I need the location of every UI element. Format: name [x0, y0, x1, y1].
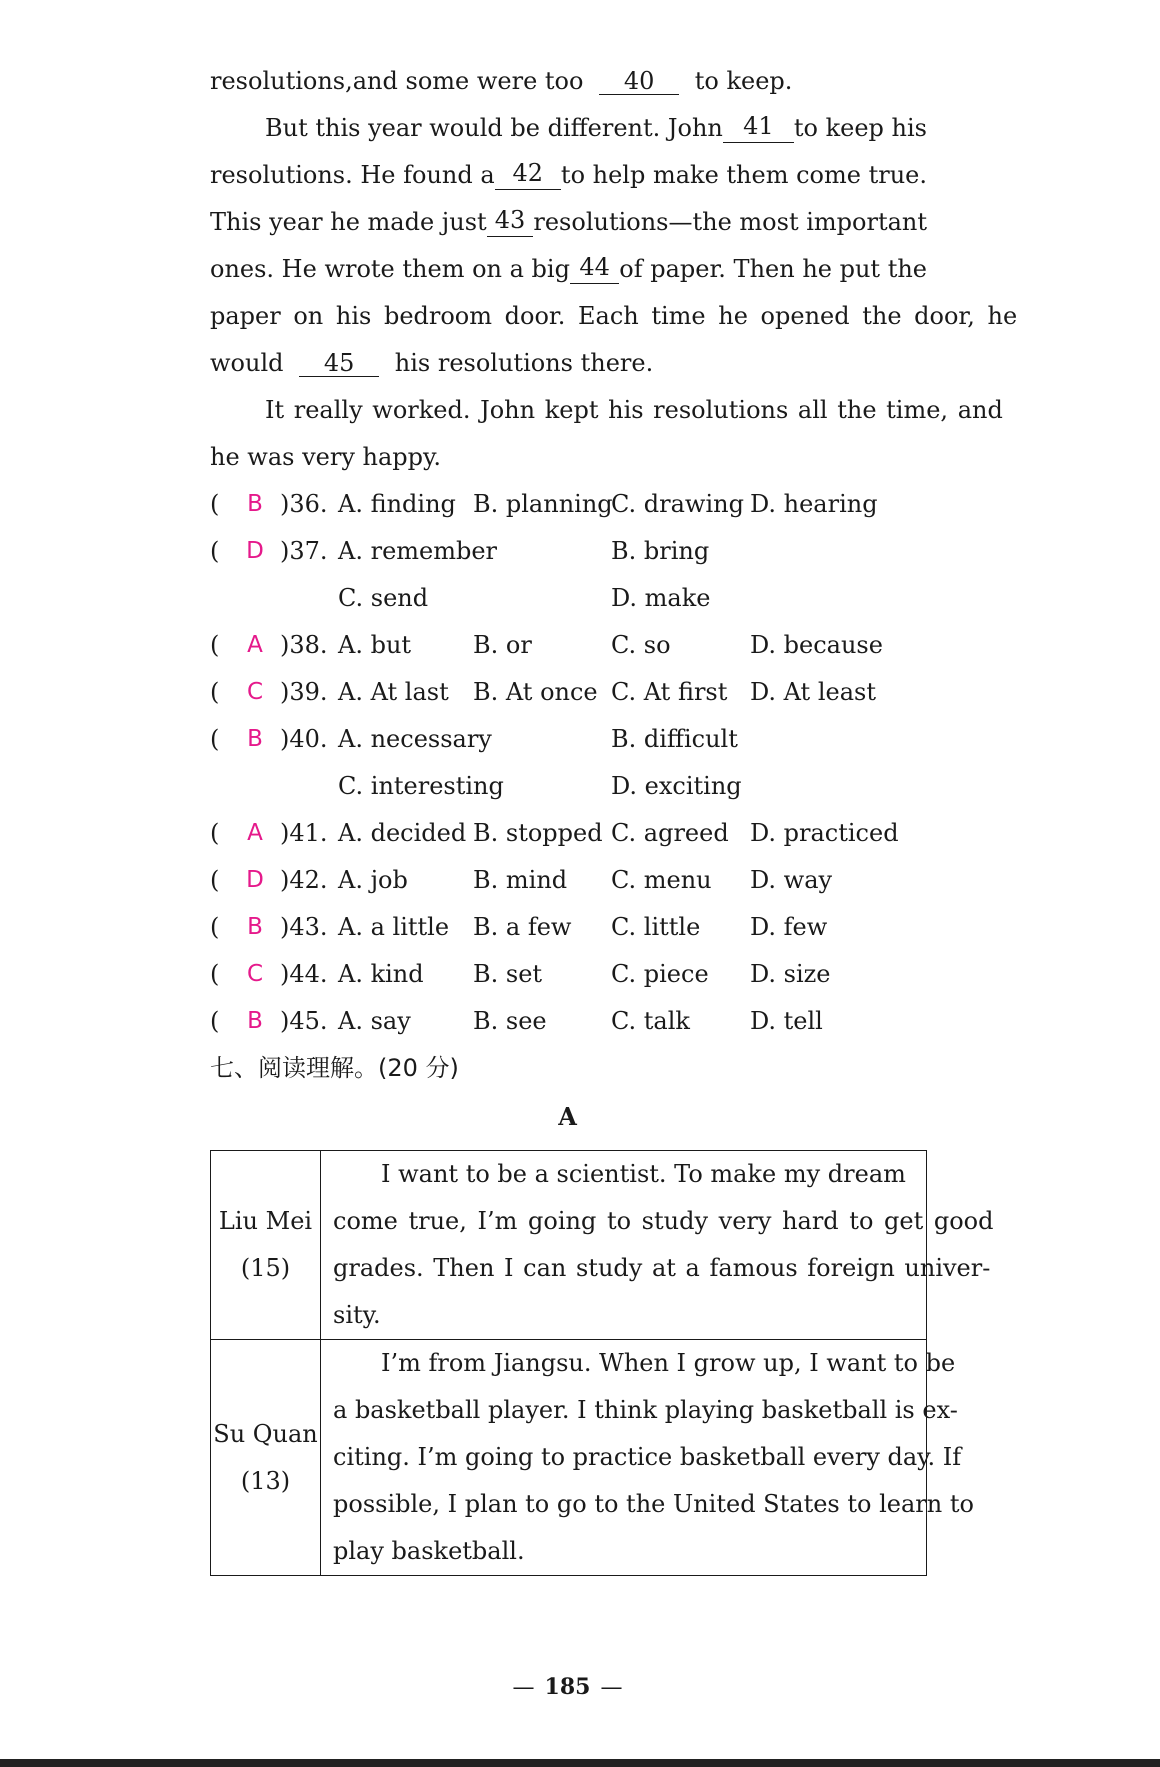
- passage-line-6: paper on his bedroom door. Each time he opened the door, he: [210, 302, 1018, 330]
- option-c: C. send: [338, 584, 429, 612]
- option-b: B. set: [473, 960, 543, 988]
- answer-36: B: [247, 491, 263, 517]
- option-d: D. because: [750, 631, 883, 659]
- option-d: D. practiced: [750, 819, 899, 847]
- answer-45: B: [247, 1008, 263, 1034]
- option-d: D. way: [750, 866, 833, 894]
- blank-44: 44: [570, 254, 619, 284]
- option-d: D. few: [750, 913, 828, 941]
- option-b: B. stopped: [473, 819, 603, 847]
- passage-line-2: But this year would be different. John 41 to keep his: [265, 112, 927, 142]
- option-b: B. planning: [473, 490, 613, 518]
- passage-line-4: This year he made just 43 resolutions—the most important: [210, 206, 927, 236]
- answer-41: A: [247, 820, 263, 846]
- option-c: C. At first: [611, 678, 728, 706]
- statement-line: play basketball.: [333, 1537, 525, 1565]
- blank-41: 41: [723, 113, 794, 143]
- statement-line: possible, I plan to go to the United States to learn to: [333, 1490, 974, 1518]
- statement-line: sity.: [333, 1301, 381, 1329]
- person-age: (15): [240, 1254, 291, 1282]
- person-cell: [211, 1151, 321, 1340]
- option-d: D. tell: [750, 1007, 823, 1035]
- passage-line-1: resolutions,and some were too 40 to keep.: [210, 67, 793, 95]
- statement-line: citing. I’m going to practice basketball every day. If: [333, 1443, 962, 1471]
- answer-39: C: [246, 679, 264, 705]
- passage-line-3: resolutions. He found a 42 to help make them come true.: [210, 159, 927, 189]
- option-a: A. necessary: [338, 725, 492, 753]
- option-d: D. size: [750, 960, 831, 988]
- answer-40: B: [247, 726, 263, 752]
- option-a: A. remember: [338, 537, 498, 565]
- profiles-table: [210, 1150, 994, 1576]
- option-d: D. exciting: [611, 772, 742, 800]
- option-a: A. job: [338, 866, 408, 894]
- statement-cell: [321, 1340, 974, 1576]
- passage-line-8: It really worked. John kept his resolutions all the time, and: [265, 396, 1003, 424]
- passage-subheading: A: [558, 1102, 577, 1131]
- blank-45: 45: [299, 350, 379, 377]
- person-cell: [211, 1340, 321, 1576]
- option-b: B. bring: [611, 537, 710, 565]
- option-a: A. kind: [338, 960, 424, 988]
- statement-line: grades. Then I can study at a famous foreign univer-: [333, 1254, 991, 1282]
- option-d: D. hearing: [750, 490, 878, 518]
- option-c: C. interesting: [338, 772, 504, 800]
- blank-40: 40: [599, 68, 679, 95]
- section-heading: 七、阅读理解。(20 分): [210, 1054, 459, 1082]
- option-c: C. piece: [611, 960, 709, 988]
- option-b: B. At once: [473, 678, 598, 706]
- page-number: — 185 —: [512, 1674, 623, 1700]
- option-c: C. so: [611, 631, 671, 659]
- answer-38: A: [247, 632, 263, 658]
- option-a: A. finding: [338, 490, 456, 518]
- option-b: B. or: [473, 631, 532, 659]
- person-age: (13): [240, 1466, 291, 1495]
- option-c: C. talk: [611, 1007, 690, 1035]
- option-b: B. a few: [473, 913, 572, 941]
- statement-line: I want to be a scientist. To make my dream: [381, 1160, 906, 1188]
- passage-line-9: he was very happy.: [210, 443, 441, 471]
- blank-42: 42: [495, 160, 561, 190]
- option-b: B. see: [473, 1007, 547, 1035]
- answer-37: D: [246, 538, 264, 564]
- option-a: A. a little: [338, 913, 450, 941]
- option-a: A. say: [338, 1007, 411, 1035]
- option-b: B. difficult: [611, 725, 738, 753]
- option-c: C. drawing: [611, 490, 744, 518]
- answer-43: B: [247, 914, 263, 940]
- statement-line: come true, I’m going to study very hard to get good: [333, 1207, 994, 1235]
- answer-44: C: [246, 961, 264, 987]
- option-c: C. menu: [611, 866, 712, 894]
- passage-line-7: would 45 his resolutions there.: [210, 349, 654, 377]
- option-d: D. make: [611, 584, 711, 612]
- passage-line-5: ones. He wrote them on a big 44 of paper. Then he put the: [210, 253, 927, 283]
- bottom-edge-bar: [0, 1759, 1160, 1767]
- blank-43: 43: [487, 207, 534, 237]
- person-name: Su Quan: [213, 1419, 318, 1448]
- table-row: [211, 1151, 927, 1340]
- option-a: A. At last: [338, 678, 449, 706]
- option-a: A. decided: [338, 819, 467, 847]
- statement-line: I’m from Jiangsu. When I grow up, I want to be: [381, 1349, 956, 1377]
- option-c: C. agreed: [611, 819, 729, 847]
- table-row: [211, 1340, 927, 1576]
- page-number-value: 185: [544, 1674, 591, 1700]
- option-a: A. but: [338, 631, 412, 659]
- statement-cell: [321, 1151, 994, 1340]
- answer-42: D: [246, 867, 264, 893]
- statement-line: a basketball player. I think playing basketball is ex-: [333, 1396, 958, 1424]
- person-name: Liu Mei: [218, 1207, 313, 1235]
- option-c: C. little: [611, 913, 701, 941]
- option-d: D. At least: [750, 678, 876, 706]
- option-b: B. mind: [473, 866, 568, 894]
